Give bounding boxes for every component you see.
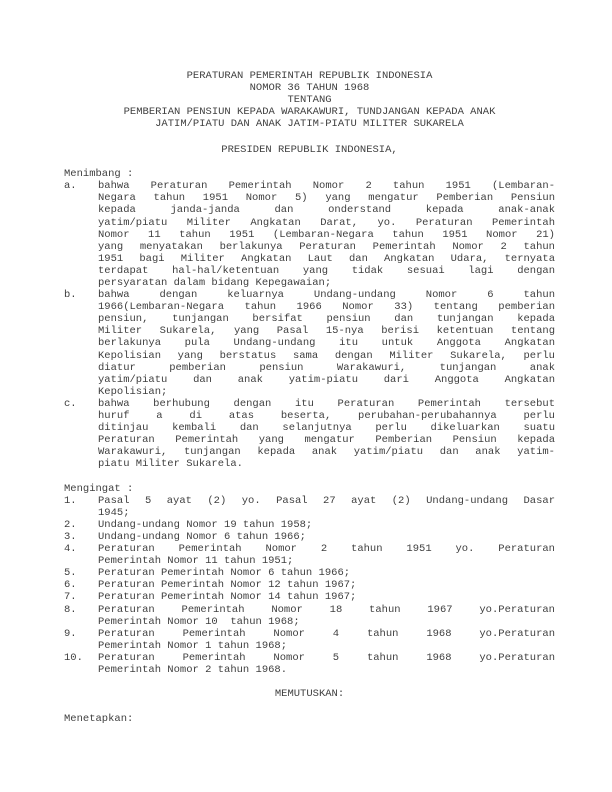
presiden-heading: PRESIDEN REPUBLIK INDONESIA, — [221, 143, 398, 156]
spacer — [64, 156, 555, 168]
item-line: Kepolisian yang berstatus sama dengan Militer Sukarela, perlu — [98, 349, 555, 362]
item-line: Peraturan Pemerintah Nomor 5 tahun 1968 yo.Peraturan — [98, 651, 555, 664]
item-line: yatim/piatu Militer Angkatan Darat, yo. Peraturan Pemerintah — [98, 216, 555, 229]
item-line: Militer Sukarela, yang Pasal 15-nya berisi ketentuan tentang — [98, 325, 555, 338]
item-line: Peraturan Pemerintah Nomor 4 tahun 1968 yo.Peraturan — [98, 627, 555, 640]
item-line: Peraturan Pemerintah Nomor 2 tahun 1951 yo. Peraturan — [98, 543, 555, 556]
item-line: Kepolisian; — [98, 385, 168, 398]
list-item — [64, 579, 555, 591]
item-text — [98, 398, 555, 471]
title-line: JATIM/PIATU DAN ANAK JATIM-PIATU MILITER SUKARELA — [155, 118, 464, 131]
item-marker: b. — [64, 289, 77, 302]
item-line: bahwa dengan keluarnya Undang-undang Nomor 6 tahun — [98, 289, 555, 302]
item-line: diatur pemberian pensiun Warakawuri, tunjangan anak — [98, 361, 555, 374]
item-marker: 10. — [64, 651, 83, 664]
item-line: 1951 bagi Militer Angkatan Laut dan Angkatan Udara, ternyata — [98, 252, 555, 265]
memutuskan-heading: MEMUTUSKAN: — [274, 688, 345, 701]
list-item — [64, 591, 555, 603]
item-line: Undang-undang Nomor 19 tahun 1958; — [98, 518, 313, 531]
item-marker: a. — [64, 180, 77, 193]
list-item — [64, 398, 555, 471]
item-text — [98, 543, 555, 567]
item-line: 1966(Lembaran-Negara tahun 1966 Nomor 33) tentang pemberian — [98, 301, 555, 314]
item-line: yang menyatakan berlakunya Peraturan Pemerintah Nomor 2 tahun — [98, 240, 555, 253]
list-item — [64, 289, 555, 398]
item-marker: 6. — [64, 579, 77, 592]
list-item — [64, 495, 555, 519]
item-line: Peraturan Pemerintah Nomor 6 tahun 1966; — [98, 567, 351, 580]
menimbang-list — [64, 180, 555, 470]
item-line: yatim/piatu dan anak yatim-piatu dari Anggota Angkatan — [98, 373, 555, 386]
item-marker: 5. — [64, 567, 77, 580]
menetapkan-label: Menetapkan: — [64, 713, 134, 726]
item-line: ditinjau kembali dan selanjutnya perlu dikeluarkan suatu — [98, 422, 555, 435]
item-line: bahwa berhubung dengan itu Peraturan Pemerintah tersebut — [98, 397, 555, 410]
item-line: huruf a di atas beserta, perubahan-perubahannya perlu — [98, 410, 555, 423]
spacer — [64, 130, 555, 144]
item-line: piatu Militer Sukarela. — [98, 458, 243, 471]
item-marker: 1. — [64, 494, 77, 507]
item-marker: 8. — [64, 603, 77, 616]
item-marker: 2. — [64, 518, 77, 531]
item-marker: 7. — [64, 591, 77, 604]
item-line: berlakunya pula Undang-undang itu untuk Anggota Angkatan — [98, 337, 555, 350]
item-text — [98, 180, 555, 289]
spacer — [64, 471, 555, 483]
item-marker: 4. — [64, 543, 77, 556]
item-line: Peraturan Pemerintah Nomor 14 tahun 1967; — [98, 591, 357, 604]
list-item — [64, 604, 555, 628]
menimbang-label: Menimbang : — [64, 168, 134, 181]
item-text — [98, 591, 555, 603]
item-line: Undang-undang Nomor 6 tahun 1966; — [98, 530, 306, 543]
list-item — [64, 180, 555, 289]
item-marker: 9. — [64, 627, 77, 640]
spacer — [64, 676, 555, 688]
item-line: persyaratan dalam bidang Kepegawaian; — [98, 277, 332, 289]
list-item — [64, 543, 555, 567]
item-line: Pasal 5 ayat (2) yo. Pasal 27 ayat (2) Undang-undang Dasar — [98, 494, 555, 507]
item-marker: c. — [64, 397, 77, 410]
item-text — [98, 519, 555, 531]
list-item — [64, 531, 555, 543]
item-text — [98, 567, 555, 579]
item-line: Pemerintah Nomor 2 tahun 1968. — [98, 664, 288, 676]
item-line: Peraturan Pemerintah Nomor 18 tahun 1967 yo.Peraturan — [98, 603, 555, 616]
item-line: Negara tahun 1951 Nomor 5) yang mengatur Pemberian Pensiun — [98, 192, 555, 205]
document-body — [64, 70, 555, 725]
title-line: PEMBERIAN PENSIUN KEPADA WARAKAWURI, TUNDJANGAN KEPADA ANAK — [123, 106, 496, 119]
item-line: kepada janda-janda dan onderstand kepada anak-anak — [98, 204, 555, 217]
mengingat-list — [64, 495, 555, 676]
item-line: bahwa Peraturan Pemerintah Nomor 2 tahun 1951 (Lembaran- — [98, 180, 555, 193]
item-line: Peraturan Pemerintah yang mengatur Pemberian Pensiun kepada — [98, 434, 555, 447]
item-line: Nomor 11 tahun 1951 (Lembaran-Negara tahun 1951 Nomor 21) — [98, 228, 555, 241]
spacer — [64, 700, 555, 713]
item-line: 1945; — [98, 506, 130, 519]
item-text — [98, 628, 555, 652]
item-line: Pemerintah Nomor 11 tahun 1951; — [98, 555, 294, 568]
title-line: NOMOR 36 TAHUN 1968 — [249, 82, 370, 95]
item-line: terdapat hal-hal/ketentuan yang tidak sesuai lagi dengan — [98, 264, 555, 277]
item-text — [98, 289, 555, 398]
document-title — [64, 70, 555, 130]
item-marker: 3. — [64, 530, 77, 543]
item-line: Pemerintah Nomor 10 tahun 1968; — [98, 615, 300, 628]
list-item — [64, 628, 555, 652]
item-line: pensiun, tunjangan bersifat pensiun dan tunjangan kepada — [98, 313, 555, 326]
title-line: PERATURAN PEMERINTAH REPUBLIK INDONESIA — [186, 70, 433, 82]
item-text — [98, 604, 555, 628]
mengingat-label: Mengingat : — [64, 482, 134, 495]
title-line: TENTANG — [287, 94, 332, 107]
list-item — [64, 519, 555, 531]
item-line: Pemerintah Nomor 1 tahun 1968; — [98, 639, 288, 652]
item-text — [98, 531, 555, 543]
list-item — [64, 567, 555, 579]
item-line: Peraturan Pemerintah Nomor 12 tahun 1967; — [98, 579, 357, 592]
item-line: Warakawuri, tunjangan kepada anak yatim/piatu dan anak yatim- — [98, 446, 555, 459]
item-text — [98, 652, 555, 676]
item-text — [98, 579, 555, 591]
item-text — [98, 495, 555, 519]
list-item — [64, 652, 555, 676]
